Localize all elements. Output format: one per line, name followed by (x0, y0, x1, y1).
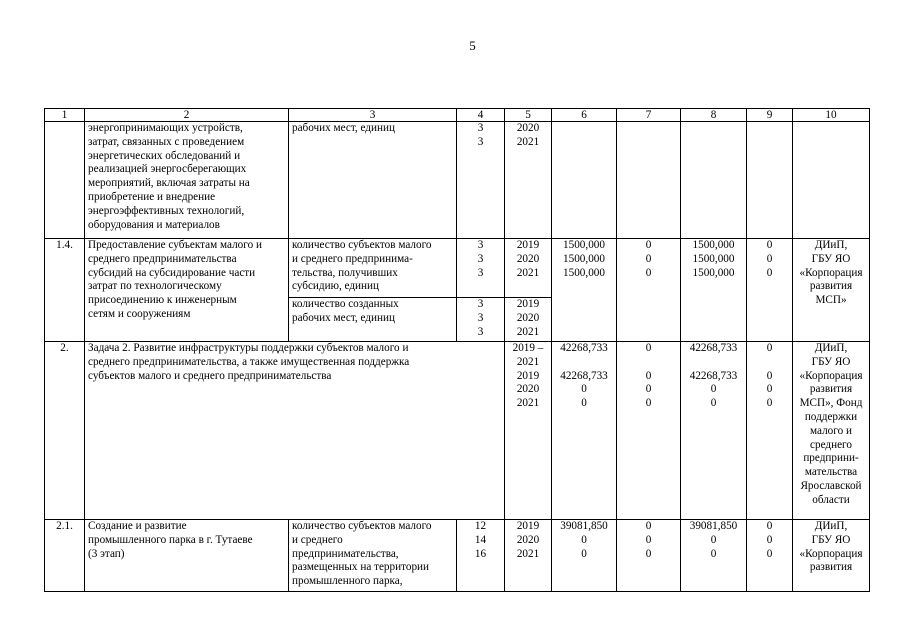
column-number: 5 (505, 109, 552, 122)
activity-name: Предоставление субъектам малого и среднего предпринимательства субсидий на субсидирование части затрат по технологическому присоединению к инженерным сетям и сооружениям (85, 239, 289, 342)
cell-col7: 0 0 0 (617, 239, 681, 342)
indicator-value: 3 3 (457, 122, 505, 239)
table-row (45, 122, 870, 239)
table-row (45, 520, 870, 592)
indicator-value: 3 3 3 (457, 239, 505, 298)
column-number: 2 (85, 109, 289, 122)
cell-col7: 0 0 0 0 (617, 342, 681, 520)
cell-col9: 0 0 0 (747, 520, 793, 592)
page-number: 5 (469, 38, 476, 53)
column-number: 10 (793, 109, 870, 122)
cell-responsible: ДИиП, ГБУ ЯО «Корпорация развития МСП», Фонд поддержки малого и среднего предприни- мательства Ярославской области (793, 342, 870, 520)
cell-col9: 0 0 0 0 (747, 342, 793, 520)
indicator-year: 2019 2020 2021 (505, 239, 552, 298)
indicator-name: рабочих мест, единиц (289, 122, 457, 239)
cell-col8: 39081,850 0 0 (681, 520, 747, 592)
indicator-year: 2019 – 2021 2019 2020 2021 (505, 342, 552, 520)
indicator-name: количество созданных рабочих мест, единиц (289, 298, 457, 342)
indicator-value: 12 14 16 (457, 520, 505, 592)
cell-col6: 39081,850 0 0 (552, 520, 617, 592)
indicator-value: 3 3 3 (457, 298, 505, 342)
cell-col9 (747, 122, 793, 239)
cell-responsible (793, 122, 870, 239)
cell-col8: 42268,733 42268,733 0 0 (681, 342, 747, 520)
cell-col8 (681, 122, 747, 239)
cell-col6 (552, 122, 617, 239)
column-number: 3 (289, 109, 457, 122)
cell-col7: 0 0 0 (617, 520, 681, 592)
column-number: 9 (747, 109, 793, 122)
column-number: 4 (457, 109, 505, 122)
indicator-name: количество субъектов малого и среднего предпринимательства, размещенных на территории промышленного парка, (289, 520, 457, 592)
row-number: 2.1. (45, 520, 85, 592)
indicator-year: 2019 2020 2021 (505, 298, 552, 342)
row-number: 1.4. (45, 239, 85, 342)
cell-col9: 0 0 0 (747, 239, 793, 342)
cell-col7 (617, 122, 681, 239)
column-number: 7 (617, 109, 681, 122)
column-number: 8 (681, 109, 747, 122)
cell-responsible: ДИиП, ГБУ ЯО «Корпорация развития МСП» (793, 239, 870, 342)
program-table (44, 108, 870, 592)
activity-name: энергопринимающих устройств, затрат, связанных с проведением энергетических обследований и реализацией энергосберегающих мероприятий, включая затраты на приобретение и внедрение энергоэффективных технологий, оборудования и материалов (85, 122, 289, 239)
indicator-year: 2020 2021 (505, 122, 552, 239)
cell-col6: 1500,000 1500,000 1500,000 (552, 239, 617, 342)
column-number-header (45, 109, 870, 122)
cell-col6: 42268,733 42268,733 0 0 (552, 342, 617, 520)
task-name: Задача 2. Развитие инфраструктуры поддержки субъектов малого и среднего предпринимательства, а также имущественная поддержка субъектов малого и среднего предпринимательства (85, 342, 505, 520)
cell-responsible: ДИиП, ГБУ ЯО «Корпорация развития (793, 520, 870, 592)
indicator-year: 2019 2020 2021 (505, 520, 552, 592)
column-number: 1 (45, 109, 85, 122)
cell-col8: 1500,000 1500,000 1500,000 (681, 239, 747, 342)
indicator-name: количество субъектов малого и среднего предпринима- тельства, получивших субсидию, единиц (289, 239, 457, 298)
row-number: 2. (45, 342, 85, 520)
table-row (45, 342, 870, 520)
table-row (45, 239, 870, 298)
activity-name: Создание и развитие промышленного парка в г. Тутаеве (3 этап) (85, 520, 289, 592)
row-number (45, 122, 85, 239)
column-number: 6 (552, 109, 617, 122)
